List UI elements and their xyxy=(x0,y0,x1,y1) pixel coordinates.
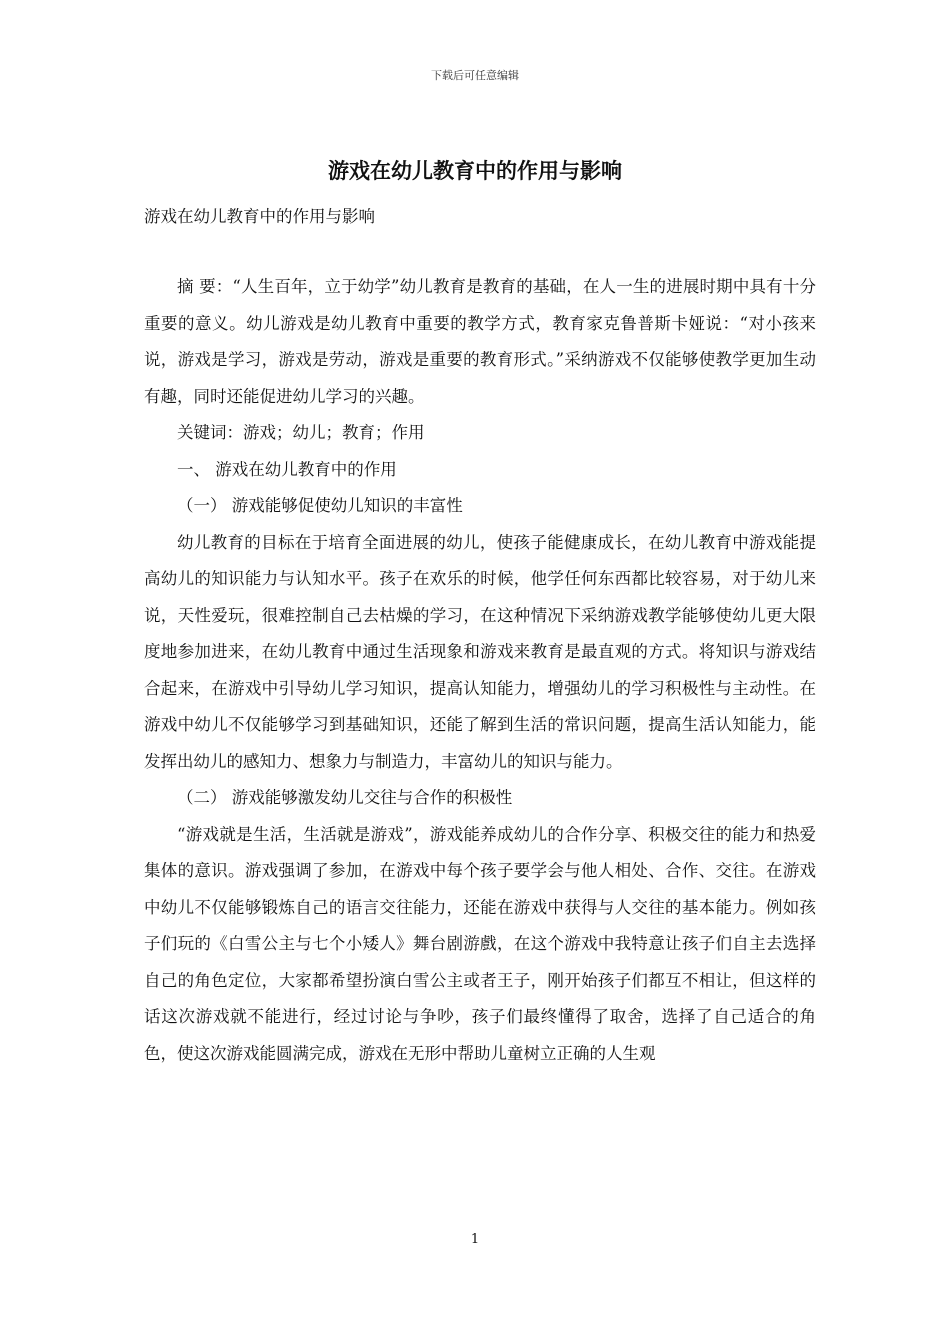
section-heading: 一、 游戏在幼儿教育中的作用 xyxy=(177,459,397,479)
subsection-heading: （二） 游戏能够激发幼儿交往与合作的积极性 xyxy=(177,788,513,807)
subsection-heading: （一） 游戏能够促使幼儿知识的丰富性 xyxy=(177,496,463,515)
body-paragraph: “游戏就是生活，生活就是游戏”，游戏能养成幼儿的合作分享、积极交往的能力和热爱集体的意识。游戏强调了参加，在游戏中每个孩子要学会与他人相处、合作、交往。在游戏中幼儿不仅能够锻炼自己的语言交往能力，还能在游戏中获得与人交往的基本能力。例如孩子们玩的《白雪公主与七个小矮人》舞台剧游戲，在这个游戏中我特意让孩子们自主去选择自己的角色定位，大家都希望扮演白雪公主或者王子，刚开始孩子们都互不相让，但这样的话这次游戏就不能进行，经过讨论与争吵，孩子们最终懂得了取舍，选择了自己适合的角色，使这次游戏能圆满完成，游戏在无形中帮助儿童树立正确的人生观 xyxy=(144,824,816,1063)
page-number: 1 xyxy=(470,1232,480,1247)
document-subtitle: 游戏在幼儿教育中的作用与影响 xyxy=(144,207,375,226)
document-title: 游戏在幼儿教育中的作用与影响 xyxy=(328,158,622,183)
document-body xyxy=(144,269,816,1072)
keywords-line: 关键词：游戏；幼儿；教育；作用 xyxy=(177,423,425,442)
abstract-paragraph: 摘 要：“人生百年，立于幼学”幼儿教育是教育的基础，在人一生的进展时期中具有十分重要的意义。幼儿游戏是幼儿教育中重要的教学方式，教育家克鲁普斯卡娅说：“对小孩来说，游戏是学习，游戏是劳动，游戏是重要的教育形式。”采纳游戏不仅能够使教学更加生动有趣，同时还能促进幼儿学习的兴趣。 xyxy=(144,277,816,406)
body-paragraph: 幼儿教育的目标在于培育全面进展的幼儿，使孩子能健康成长，在幼儿教育中游戏能提高幼儿的知识能力与认知水平。孩子在欢乐的时候，他学任何东西都比较容易，对于幼儿来说，天性爱玩，很难控制自己去枯燥的学习，在这种情况下采纳游戏教学能够使幼儿更大限度地参加进来，在幼儿教育中通过生活现象和游戏来教育是最直观的方式。将知识与游戏结合起来，在游戏中引导幼儿学习知识，提高认知能力，增强幼儿的学习积极性与主动性。在游戏中幼儿不仅能够学习到基础知识，还能了解到生活的常识问题，提高生活认知能力，能发挥出幼儿的感知力、想象力与制造力，丰富幼儿的知识与能力。 xyxy=(144,532,816,771)
page-header: 下载后可任意编辑 xyxy=(431,69,519,82)
